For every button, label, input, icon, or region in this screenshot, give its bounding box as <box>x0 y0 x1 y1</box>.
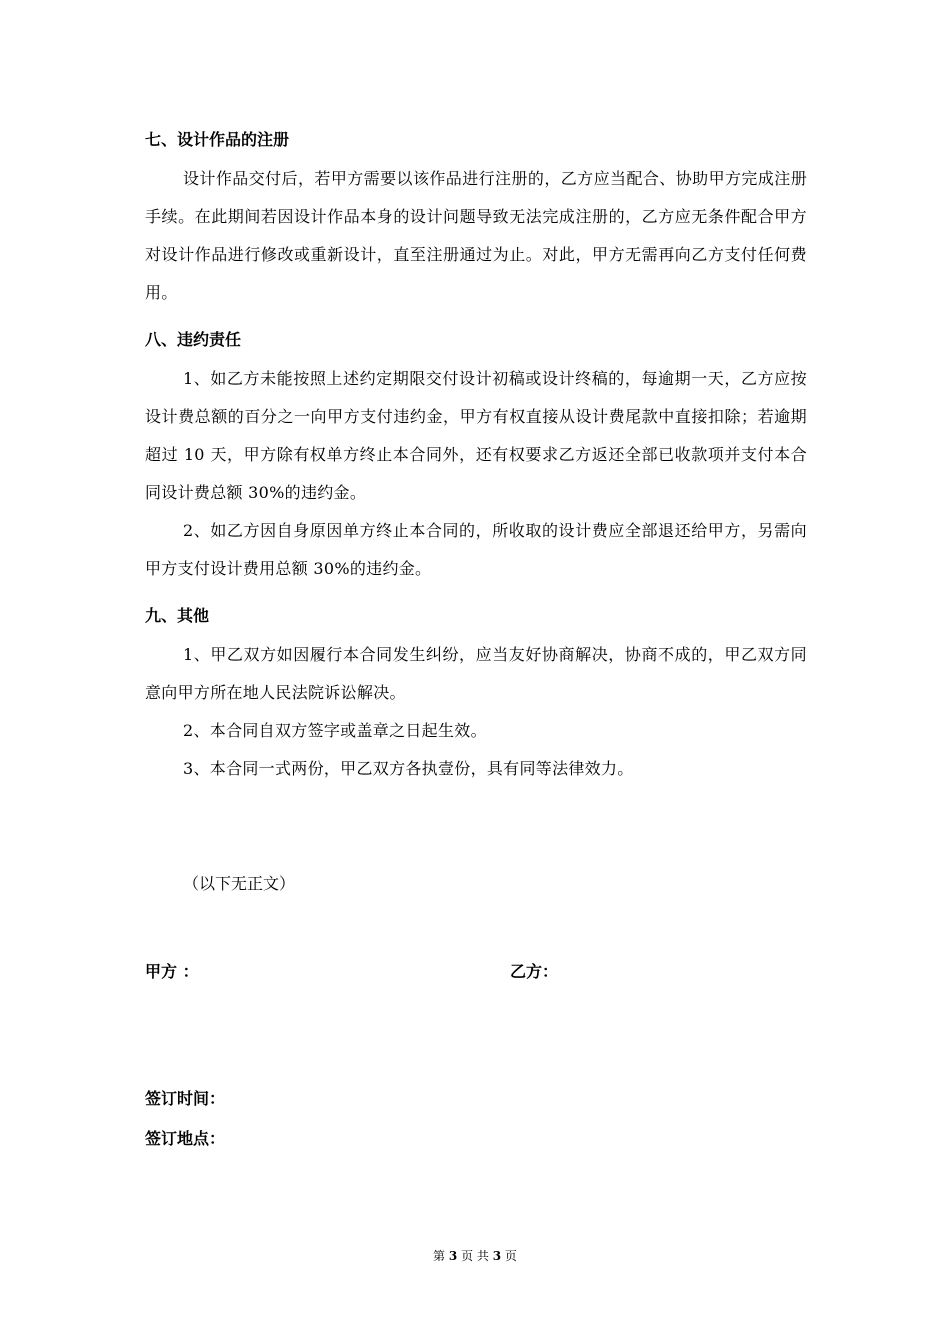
sign-place-label: 签订地点： <box>145 1129 226 1148</box>
party-b-label: 乙方： <box>510 962 559 981</box>
end-of-text-note: （以下无正文） <box>183 874 296 893</box>
document-body <box>145 126 807 788</box>
section-9-paragraph-1: 1、甲乙双方如因履行本合同发生纠纷，应当友好协商解决，协商不成的，甲乙双方同意向甲方所在地人民法院诉讼解决。 <box>145 645 807 702</box>
footer-suffix: 页 <box>504 1249 517 1263</box>
section-9-paragraph-3: 3、本合同一式两份，甲乙双方各执壹份，具有同等法律效力。 <box>183 759 634 778</box>
sign-time-label: 签订时间： <box>145 1089 226 1108</box>
signature-row <box>145 958 807 986</box>
footer-current-page: 3 <box>448 1249 458 1263</box>
section-9-paragraph-2: 2、本合同自双方签字或盖章之日起生效。 <box>183 721 487 740</box>
section-8-paragraph-2: 2、如乙方因自身原因单方终止本合同的，所收取的设计费应全部退还给甲方，另需向甲方支付设计费用总额 30%的违约金。 <box>145 521 807 578</box>
footer-total-pages: 3 <box>492 1249 502 1263</box>
section-7-heading: 七、设计作品的注册 <box>145 130 290 149</box>
footer-prefix: 第 <box>433 1249 446 1263</box>
section-8-paragraph-1: 1、如乙方未能按照上述约定期限交付设计初稿或设计终稿的，每逾期一天，乙方应按设计费总额的百分之一向甲方支付违约金，甲方有权直接从设计费尾款中直接扣除；若逾期超过 10 天，甲方除有权单方终止本合同外，还有权要求乙方返还全部已收款项并支付本合同设计费总额 30%的违约金。 <box>145 369 807 502</box>
section-8-heading: 八、违约责任 <box>145 330 242 349</box>
party-a-label: 甲方 ： <box>145 962 199 981</box>
page-footer <box>0 1246 950 1266</box>
footer-middle: 页 共 <box>461 1249 489 1263</box>
section-7-paragraph-1: 设计作品交付后，若甲方需要以该作品进行注册的，乙方应当配合、协助甲方完成注册手续。在此期间若因设计作品本身的设计问题导致无法完成注册的，乙方应无条件配合甲方对设计作品进行修改或重新设计，直至注册通过为止。对此，甲方无需再向乙方支付任何费用。 <box>145 169 807 302</box>
section-9-heading: 九、其他 <box>145 606 210 625</box>
